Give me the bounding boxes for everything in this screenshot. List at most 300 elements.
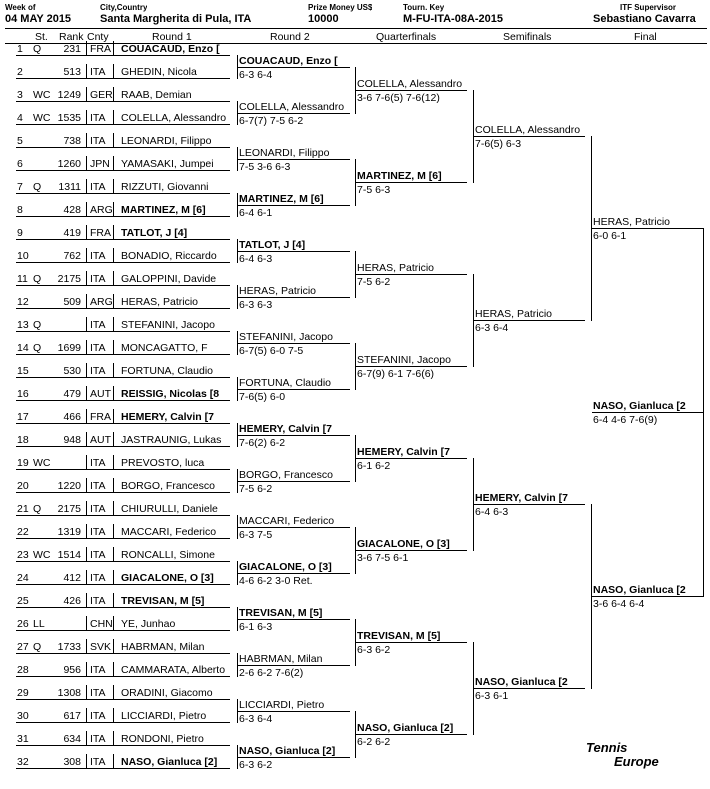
player-name: BORGO, Francesco <box>121 480 215 492</box>
round2-winner: HERAS, Patricio <box>239 285 317 297</box>
round1-line <box>16 101 230 102</box>
player-name: GALOPPINI, Davide <box>121 273 217 285</box>
round1-line <box>16 676 230 677</box>
player-rank: 1319 <box>57 526 81 538</box>
player-country: FRA <box>90 411 111 423</box>
player-country: ITA <box>90 710 106 722</box>
player-country: ITA <box>90 756 106 768</box>
final-line <box>591 228 704 229</box>
player-rank: 530 <box>63 365 81 377</box>
draw-position: 13 <box>17 319 29 331</box>
name-divider <box>113 363 114 378</box>
col-st: St. <box>35 31 48 43</box>
round2-line <box>237 159 350 160</box>
player-name: COLELLA, Alessandro <box>121 112 227 124</box>
quarterfinals-winner: GIACALONE, O [3] <box>357 538 450 550</box>
player-name: RONDONI, Pietro <box>121 733 204 745</box>
seed-status: Q <box>33 503 42 515</box>
draw-position: 28 <box>17 664 29 676</box>
country-divider <box>86 225 87 240</box>
country-divider <box>86 386 87 401</box>
country-divider <box>86 202 87 217</box>
draw-position: 23 <box>17 549 29 561</box>
player-rank: 1308 <box>57 687 81 699</box>
round1-line <box>16 768 230 769</box>
champion-name: NASO, Gianluca [2 <box>593 400 686 412</box>
logo-line1: Tennis <box>586 740 628 755</box>
round1-line <box>16 607 230 608</box>
player-name: HERAS, Patricio <box>121 296 199 308</box>
round2-score: 6-7(5) 6-0 7-5 <box>239 345 304 357</box>
player-country: ITA <box>90 664 106 676</box>
player-rank: 617 <box>63 710 81 722</box>
country-divider <box>86 570 87 585</box>
quarterfinals-score: 6-1 6-2 <box>357 460 391 472</box>
quarterfinals-score: 3-6 7-6(5) 7-6(12) <box>357 92 440 104</box>
player-name: REISSIG, Nicolas [8 <box>121 388 220 400</box>
player-country: ITA <box>90 503 106 515</box>
seed-status: WC <box>33 457 51 469</box>
player-country: ITA <box>90 687 106 699</box>
country-divider <box>86 639 87 654</box>
round2-score: 6-1 6-3 <box>239 621 273 633</box>
round1-line <box>16 515 230 516</box>
quarterfinals-score: 6-7(9) 6-1 7-6(6) <box>357 368 435 380</box>
player-country: SVK <box>90 641 112 653</box>
name-divider <box>113 662 114 677</box>
final-score: 6-0 6-1 <box>593 230 627 242</box>
col-cnty: Cnty <box>87 31 109 43</box>
draw-position: 12 <box>17 296 29 308</box>
col-rank: Rank <box>59 31 84 43</box>
player-rank: 1535 <box>57 112 81 124</box>
country-divider <box>86 547 87 562</box>
country-divider <box>86 478 87 493</box>
player-name: COUACAUD, Enzo [ <box>121 43 220 55</box>
round1-line <box>16 55 230 56</box>
quarterfinals-winner: HERAS, Patricio <box>357 262 435 274</box>
round2-score: 7-6(5) 6-0 <box>239 391 286 403</box>
player-rank: 1249 <box>57 89 81 101</box>
round2-winner: LEONARDI, Filippo <box>239 147 330 159</box>
round2-winner: FORTUNA, Claudio <box>239 377 331 389</box>
country-divider <box>86 133 87 148</box>
quarterfinals-winner: COLELLA, Alessandro <box>357 78 463 90</box>
player-country: ITA <box>90 66 106 78</box>
name-divider <box>113 202 114 217</box>
name-divider <box>113 409 114 424</box>
player-name: FORTUNA, Claudio <box>121 365 213 377</box>
final-winner: NASO, Gianluca [2 <box>593 584 686 596</box>
round1-line <box>16 492 230 493</box>
name-divider <box>113 754 114 769</box>
round1-line <box>16 170 230 171</box>
col-quarterfinals: Quarterfinals <box>376 31 437 43</box>
draw-position: 19 <box>17 457 29 469</box>
player-country: ITA <box>90 457 106 469</box>
name-divider <box>113 294 114 309</box>
round2-line <box>237 113 350 114</box>
name-divider <box>113 317 114 332</box>
player-country: JPN <box>90 158 110 170</box>
quarterfinals-score: 7-5 6-3 <box>357 184 391 196</box>
draw-position: 15 <box>17 365 29 377</box>
header-rule <box>5 28 707 29</box>
round2-line <box>237 619 350 620</box>
final-line <box>591 596 704 597</box>
player-country: ITA <box>90 733 106 745</box>
country-divider <box>86 501 87 516</box>
player-rank: 1514 <box>57 549 81 561</box>
round1-line <box>16 653 230 654</box>
player-rank: 513 <box>63 66 81 78</box>
round2-winner: BORGO, Francesco <box>239 469 333 481</box>
player-country: ITA <box>90 250 106 262</box>
player-rank: 426 <box>63 595 81 607</box>
player-rank: 419 <box>63 227 81 239</box>
player-country: ITA <box>90 342 106 354</box>
round2-line <box>237 297 350 298</box>
round1-line <box>16 216 230 217</box>
draw-position: 17 <box>17 411 29 423</box>
round2-winner: HABRMAN, Milan <box>239 653 323 665</box>
round1-line <box>16 745 230 746</box>
round2-score: 2-6 6-2 7-6(2) <box>239 667 304 679</box>
col-final: Final <box>634 31 657 43</box>
round1-line <box>16 124 230 125</box>
tourn-key-value: M-FU-ITA-08A-2015 <box>403 13 504 25</box>
round2-line <box>237 481 350 482</box>
round1-line <box>16 262 230 263</box>
round2-line <box>237 665 350 666</box>
round1-line <box>16 469 230 470</box>
final-winner: HERAS, Patricio <box>593 216 671 228</box>
round2-score: 4-6 6-2 3-0 Ret. <box>239 575 313 587</box>
player-country: ITA <box>90 319 106 331</box>
player-name: YE, Junhao <box>121 618 176 630</box>
name-divider <box>113 179 114 194</box>
player-name: LEONARDI, Filippo <box>121 135 212 147</box>
player-rank: 738 <box>63 135 81 147</box>
semifinals-line <box>473 136 585 137</box>
round2-line <box>237 435 350 436</box>
quarterfinals-line <box>355 90 467 91</box>
player-rank: 428 <box>63 204 81 216</box>
country-divider <box>86 524 87 539</box>
player-rank: 1733 <box>57 641 81 653</box>
name-divider <box>113 524 114 539</box>
draw-position: 6 <box>17 158 23 170</box>
draw-position: 25 <box>17 595 29 607</box>
draw-position: 16 <box>17 388 29 400</box>
draw-position: 11 <box>17 273 28 285</box>
quarterfinals-winner: STEFANINI, Jacopo <box>357 354 451 366</box>
round1-line <box>16 561 230 562</box>
quarterfinals-line <box>355 734 467 735</box>
name-divider <box>113 547 114 562</box>
player-country: FRA <box>90 43 111 55</box>
quarterfinals-score: 7-5 6-2 <box>357 276 391 288</box>
player-name: MARTINEZ, M [6] <box>121 204 206 216</box>
player-country: ITA <box>90 365 106 377</box>
seed-status: Q <box>33 342 42 354</box>
seed-status: Q <box>33 181 42 193</box>
round2-score: 6-3 6-4 <box>239 69 273 81</box>
round1-line <box>16 722 230 723</box>
draw-position: 9 <box>17 227 23 239</box>
col-semifinals: Semifinals <box>503 31 552 43</box>
player-rank: 762 <box>63 250 81 262</box>
col-round2: Round 2 <box>270 31 310 43</box>
quarterfinals-line <box>355 182 467 183</box>
player-country: ARG <box>90 204 113 216</box>
name-divider <box>113 501 114 516</box>
round2-score: 6-4 6-1 <box>239 207 273 219</box>
round2-winner: LICCIARDI, Pietro <box>239 699 325 711</box>
round2-line <box>237 343 350 344</box>
round1-line <box>16 400 230 401</box>
round2-winner: NASO, Gianluca [2] <box>239 745 336 757</box>
name-divider <box>113 570 114 585</box>
draw-position: 26 <box>17 618 29 630</box>
round2-winner: HEMERY, Calvin [7 <box>239 423 332 435</box>
tennis-europe-logo <box>586 741 659 769</box>
player-name: YAMASAKI, Jumpei <box>121 158 214 170</box>
player-country: ITA <box>90 480 106 492</box>
country-divider <box>86 294 87 309</box>
player-country: AUT <box>90 434 111 446</box>
player-country: ITA <box>90 595 106 607</box>
draw-position: 30 <box>17 710 29 722</box>
draw-position: 8 <box>17 204 23 216</box>
player-rank: 1260 <box>57 158 81 170</box>
round2-winner: MACCARI, Federico <box>239 515 335 527</box>
country-divider <box>86 455 87 470</box>
name-divider <box>113 731 114 746</box>
draw-position: 24 <box>17 572 29 584</box>
round2-line <box>237 527 350 528</box>
semifinals-score: 6-4 6-3 <box>475 506 509 518</box>
name-divider <box>113 87 114 102</box>
round1-line <box>16 285 230 286</box>
seed-status: Q <box>33 273 42 285</box>
semifinals-winner: NASO, Gianluca [2 <box>475 676 568 688</box>
player-rank: 2175 <box>57 273 81 285</box>
round2-score: 7-5 3-6 6-3 <box>239 161 291 173</box>
player-name: HABRMAN, Milan <box>121 641 205 653</box>
country-divider <box>86 41 87 56</box>
name-divider <box>113 41 114 56</box>
draw-position: 22 <box>17 526 29 538</box>
round2-score: 6-3 6-4 <box>239 713 273 725</box>
name-divider <box>113 455 114 470</box>
country-divider <box>86 662 87 677</box>
seed-status: Q <box>33 43 42 55</box>
country-divider <box>86 363 87 378</box>
tourn-key-label: Tourn. Key <box>403 3 445 12</box>
champion-score: 6-4 4-6 7-6(9) <box>593 414 658 426</box>
round2-winner: GIACALONE, O [3] <box>239 561 332 573</box>
name-divider <box>113 386 114 401</box>
player-country: ARG <box>90 296 113 308</box>
country-divider <box>86 317 87 332</box>
round2-score: 6-4 6-3 <box>239 253 273 265</box>
round2-winner: COLELLA, Alessandro <box>239 101 345 113</box>
prize-value: 10000 <box>308 13 339 25</box>
round2-line <box>237 573 350 574</box>
name-divider <box>113 340 114 355</box>
country-divider <box>86 179 87 194</box>
logo-line2: Europe <box>614 754 659 769</box>
player-rank: 412 <box>63 572 81 584</box>
player-rank: 1699 <box>57 342 81 354</box>
player-rank: 466 <box>63 411 81 423</box>
player-name: STEFANINI, Jacopo <box>121 319 215 331</box>
semifinals-score: 7-6(5) 6-3 <box>475 138 522 150</box>
player-name: TREVISAN, M [5] <box>121 595 205 607</box>
draw-position: 27 <box>17 641 29 653</box>
round2-score: 6-3 6-2 <box>239 759 273 771</box>
round1-line <box>16 584 230 585</box>
col-round1: Round 1 <box>152 31 192 43</box>
player-rank: 948 <box>63 434 81 446</box>
player-name: JASTRAUNIG, Lukas <box>121 434 222 446</box>
name-divider <box>113 685 114 700</box>
week-label: Week of <box>5 3 36 12</box>
round2-line <box>237 205 350 206</box>
round2-score: 6-3 7-5 <box>239 529 273 541</box>
player-name: TATLOT, J [4] <box>121 227 188 239</box>
round2-score: 7-6(2) 6-2 <box>239 437 286 449</box>
round2-score: 6-3 6-3 <box>239 299 273 311</box>
quarterfinals-line <box>355 642 467 643</box>
semifinals-winner: HEMERY, Calvin [7 <box>475 492 568 504</box>
seed-status: WC <box>33 549 51 561</box>
round1-line <box>16 699 230 700</box>
player-name: RIZZUTI, Giovanni <box>121 181 209 193</box>
semifinals-score: 6-3 6-4 <box>475 322 509 334</box>
round1-line <box>16 354 230 355</box>
country-divider <box>86 87 87 102</box>
round1-line <box>16 538 230 539</box>
semifinals-line <box>473 504 585 505</box>
player-rank: 308 <box>63 756 81 768</box>
player-name: GIACALONE, O [3] <box>121 572 214 584</box>
round2-winner: MARTINEZ, M [6] <box>239 193 324 205</box>
draw-position: 5 <box>17 135 23 147</box>
name-divider <box>113 708 114 723</box>
draw-position: 2 <box>17 66 23 78</box>
round1-line <box>16 446 230 447</box>
semifinals-winner: COLELLA, Alessandro <box>475 124 581 136</box>
player-country: ITA <box>90 572 106 584</box>
player-country: ITA <box>90 549 106 561</box>
round2-line <box>237 757 350 758</box>
player-name: CAMMARATA, Alberto <box>121 664 226 676</box>
player-country: ITA <box>90 112 106 124</box>
name-divider <box>113 271 114 286</box>
round2-winner: TATLOT, J [4] <box>239 239 306 251</box>
supervisor-value: Sebastiano Cavarra <box>593 13 696 25</box>
draw-position: 7 <box>17 181 23 193</box>
draw-position: 14 <box>17 342 29 354</box>
round1-line <box>16 423 230 424</box>
player-name: MACCARI, Federico <box>121 526 217 538</box>
country-divider <box>86 616 87 631</box>
player-name: PREVOSTO, luca <box>121 457 205 469</box>
quarterfinals-score: 6-3 6-2 <box>357 644 391 656</box>
draw-position: 4 <box>17 112 23 124</box>
player-country: ITA <box>90 273 106 285</box>
round2-line <box>237 67 350 68</box>
name-divider <box>113 110 114 125</box>
quarterfinals-score: 6-2 6-2 <box>357 736 391 748</box>
seed-status: Q <box>33 641 42 653</box>
country-divider <box>86 685 87 700</box>
draw-position: 29 <box>17 687 29 699</box>
round2-winner: STEFANINI, Jacopo <box>239 331 333 343</box>
seed-status: LL <box>33 618 45 630</box>
name-divider <box>113 616 114 631</box>
semifinals-line <box>473 688 585 689</box>
round1-line <box>16 239 230 240</box>
player-rank: 1311 <box>58 181 81 193</box>
draw-position: 21 <box>17 503 29 515</box>
round2-winner: COUACAUD, Enzo [ <box>239 55 338 67</box>
name-divider <box>113 248 114 263</box>
round2-line <box>237 711 350 712</box>
player-country: ITA <box>90 526 106 538</box>
name-divider <box>113 478 114 493</box>
country-divider <box>86 432 87 447</box>
player-rank: 2175 <box>57 503 81 515</box>
player-name: MONCAGATTO, F <box>121 342 208 354</box>
city-value: Santa Margherita di Pula, ITA <box>100 13 252 25</box>
round2-line <box>237 389 350 390</box>
round2-winner: TREVISAN, M [5] <box>239 607 323 619</box>
round1-line <box>16 377 230 378</box>
seed-status: WC <box>33 89 51 101</box>
player-name: CHIURULLI, Daniele <box>121 503 218 515</box>
seed-status: WC <box>33 112 51 124</box>
round2-line <box>237 251 350 252</box>
champion-line <box>592 412 704 413</box>
quarterfinals-line <box>355 366 467 367</box>
city-label: City,Country <box>100 3 148 12</box>
quarterfinals-line <box>355 274 467 275</box>
semifinals-winner: HERAS, Patricio <box>475 308 553 320</box>
prize-label: Prize Money US$ <box>308 3 373 12</box>
player-name: LICCIARDI, Pietro <box>121 710 207 722</box>
player-name: RAAB, Demian <box>121 89 192 101</box>
draw-position: 32 <box>17 756 29 768</box>
quarterfinals-line <box>355 550 467 551</box>
name-divider <box>113 225 114 240</box>
name-divider <box>113 133 114 148</box>
name-divider <box>113 64 114 79</box>
player-country: FRA <box>90 227 111 239</box>
week-value: 04 MAY 2015 <box>5 13 72 25</box>
name-divider <box>113 156 114 171</box>
round2-score: 7-5 6-2 <box>239 483 273 495</box>
round1-line <box>16 630 230 631</box>
country-divider <box>86 110 87 125</box>
player-name: RONCALLI, Simone <box>121 549 215 561</box>
semifinals-line <box>473 320 585 321</box>
country-divider <box>86 708 87 723</box>
country-divider <box>86 271 87 286</box>
quarterfinals-score: 3-6 7-5 6-1 <box>357 552 409 564</box>
